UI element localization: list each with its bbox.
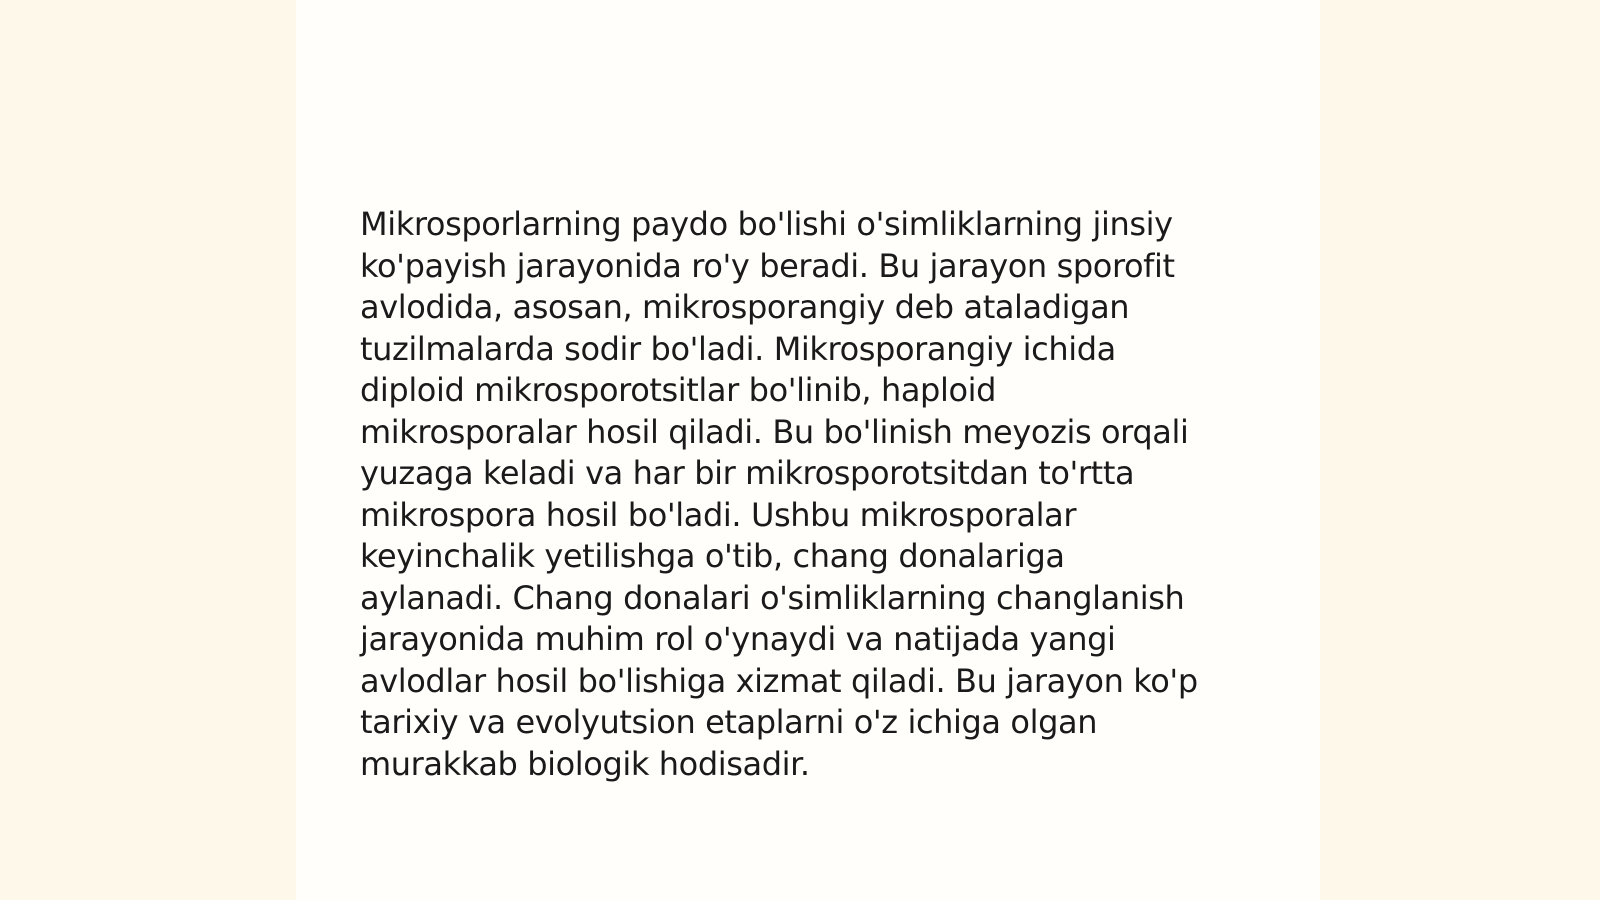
- paragraph-line: murakkab biologik hodisadir.: [360, 744, 810, 783]
- paragraph-line: diploid mikrosporotsitlar bo'linib, haploid: [360, 371, 997, 409]
- paragraph-line: tarixiy va evolyutsion etaplarni o'z ichiga olgan: [360, 703, 1098, 741]
- paragraph-line: tuzilmalarda sodir bo'ladi. Mikrosporangiy ichida: [360, 329, 1116, 368]
- paragraph-line: yuzaga keladi va har bir mikrosporotsitdan to'rtta: [360, 454, 1135, 492]
- paragraph-line: aylanadi. Chang donalari o'simliklarning changlanish: [360, 578, 1185, 617]
- body-paragraph: [360, 204, 1240, 785]
- paragraph-line: mikrospora hosil bo'ladi. Ushbu mikrosporalar: [360, 495, 1077, 534]
- paragraph-line: avlodlar hosil bo'lishiga xizmat qiladi. Bu jarayon ko'p: [360, 661, 1198, 700]
- document-page: [296, 0, 1320, 900]
- paragraph-line: avlodida, asosan, mikrosporangiy deb ataladigan: [360, 288, 1130, 326]
- paragraph-line: keyinchalik yetilishga o'tib, chang donalariga: [360, 537, 1065, 575]
- paragraph-line: Mikrosporlarning paydo bo'lishi o'simliklarning jinsiy: [360, 205, 1173, 243]
- paragraph-line: jarayonida muhim rol o'ynaydi va natijada yangi: [360, 620, 1116, 658]
- paragraph-line: mikrosporalar hosil qiladi. Bu bo'linish meyozis orqali: [360, 412, 1189, 451]
- paragraph-line: ko'payish jarayonida ro'y beradi. Bu jarayon sporofit: [360, 246, 1175, 285]
